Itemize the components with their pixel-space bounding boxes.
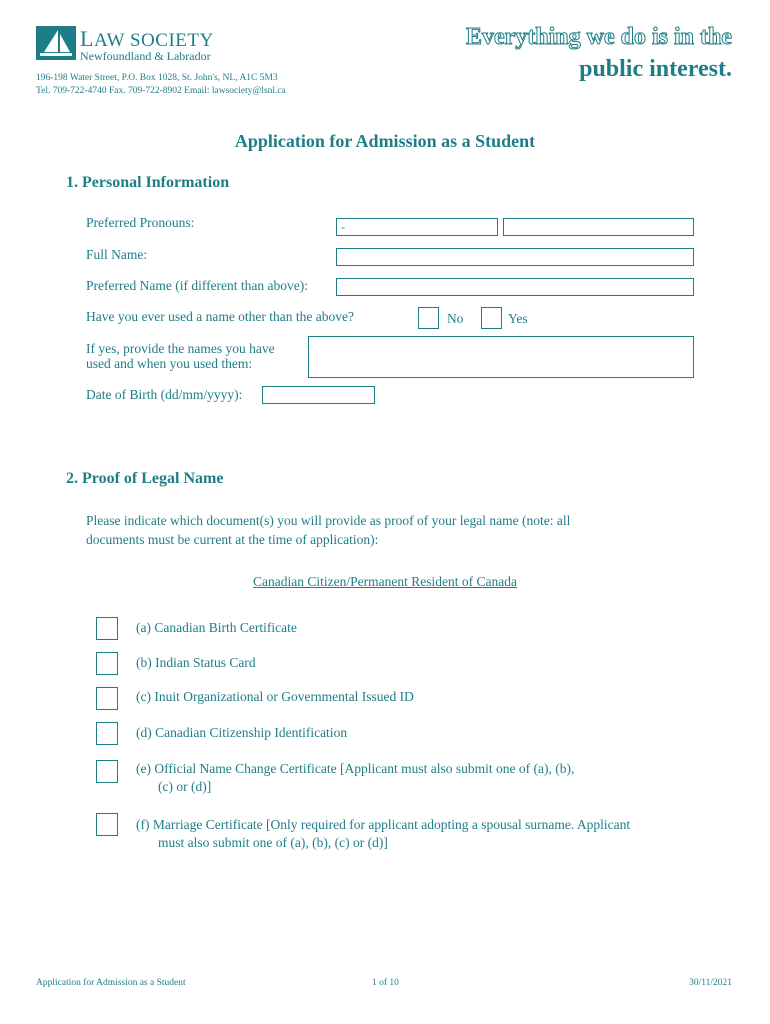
tagline-line2: public interest. bbox=[579, 56, 732, 82]
address-line: 196-198 Water Street, P.O. Box 1028, St. John's, NL, A1C 5M3 bbox=[36, 73, 278, 83]
dob-label: Date of Birth (dd/mm/yyyy): bbox=[86, 387, 243, 402]
option-f-label: (f) Marriage Certificate [Only required for applicant adopting a spousal surname. Applicant must also submit one of (a), (b), (c) or (d)] bbox=[136, 817, 631, 850]
section-heading-personal-info: 1. Personal Information bbox=[66, 174, 230, 191]
names-used-label-line2: used and when you used them: bbox=[86, 356, 253, 371]
other-name-yes-checkbox[interactable] bbox=[481, 307, 502, 329]
footer-page-number: 1 of 10 bbox=[372, 978, 399, 988]
document-title: Application for Admission as a Student bbox=[234, 131, 536, 151]
option-b-checkbox[interactable] bbox=[96, 652, 118, 675]
option-d-label: (d) Canadian Citizenship Identification bbox=[136, 725, 348, 740]
pronouns-field-2[interactable] bbox=[503, 218, 694, 236]
other-name-question: Have you ever used a name other than the above? bbox=[86, 309, 355, 324]
intro-line1: Please indicate which document(s) you will provide as proof of your legal name (note: all bbox=[86, 513, 571, 528]
preferred-name-field[interactable] bbox=[336, 278, 694, 296]
option-e-label: (e) Official Name Change Certificate [Applicant must also submit one of (a), (b), (c) or (d)] bbox=[136, 761, 575, 794]
footer-date: 30/11/2021 bbox=[689, 978, 732, 988]
full-name-label: Full Name: bbox=[86, 247, 148, 262]
pronouns-label: Preferred Pronouns: bbox=[86, 215, 195, 230]
option-c-checkbox[interactable] bbox=[96, 687, 118, 710]
option-a-checkbox[interactable] bbox=[96, 617, 118, 640]
intro-line2: documents must be current at the time of application): bbox=[86, 532, 379, 547]
option-f-checkbox[interactable] bbox=[96, 813, 118, 836]
citizen-subheading: Canadian Citizen/Permanent Resident of Canada bbox=[253, 574, 517, 589]
preferred-name-label: Preferred Name (if different than above): bbox=[86, 278, 309, 293]
yes-label: Yes bbox=[508, 311, 528, 326]
other-name-no-checkbox[interactable] bbox=[418, 307, 439, 329]
option-e-checkbox[interactable] bbox=[96, 760, 118, 783]
tagline-line1: Everything we do is in the bbox=[465, 24, 732, 50]
dob-field[interactable] bbox=[262, 386, 375, 404]
option-c-label: (c) Inuit Organizational or Governmental Issued ID bbox=[136, 689, 414, 704]
full-name-field[interactable] bbox=[336, 248, 694, 266]
ship-sail-icon bbox=[36, 26, 76, 60]
org-name: LAW SOCIETY bbox=[80, 26, 214, 51]
no-label: No bbox=[447, 311, 464, 326]
option-b-label: (b) Indian Status Card bbox=[136, 655, 256, 670]
footer-doc-title: Application for Admission as a Student bbox=[36, 978, 186, 988]
names-used-label-line1: If yes, provide the names you have bbox=[86, 341, 275, 356]
names-used-field[interactable] bbox=[308, 336, 694, 378]
contact-line: Tel. 709-722-4740 Fax. 709-722-8902 Email: lawsociety@lsnl.ca bbox=[36, 86, 286, 96]
option-d-checkbox[interactable] bbox=[96, 722, 118, 745]
pronouns-field-1[interactable]: - bbox=[336, 218, 498, 236]
section-heading-proof-legal-name: 2. Proof of Legal Name bbox=[66, 470, 224, 487]
org-subtitle: Newfoundland & Labrador bbox=[80, 49, 211, 63]
option-a-label: (a) Canadian Birth Certificate bbox=[136, 620, 297, 635]
